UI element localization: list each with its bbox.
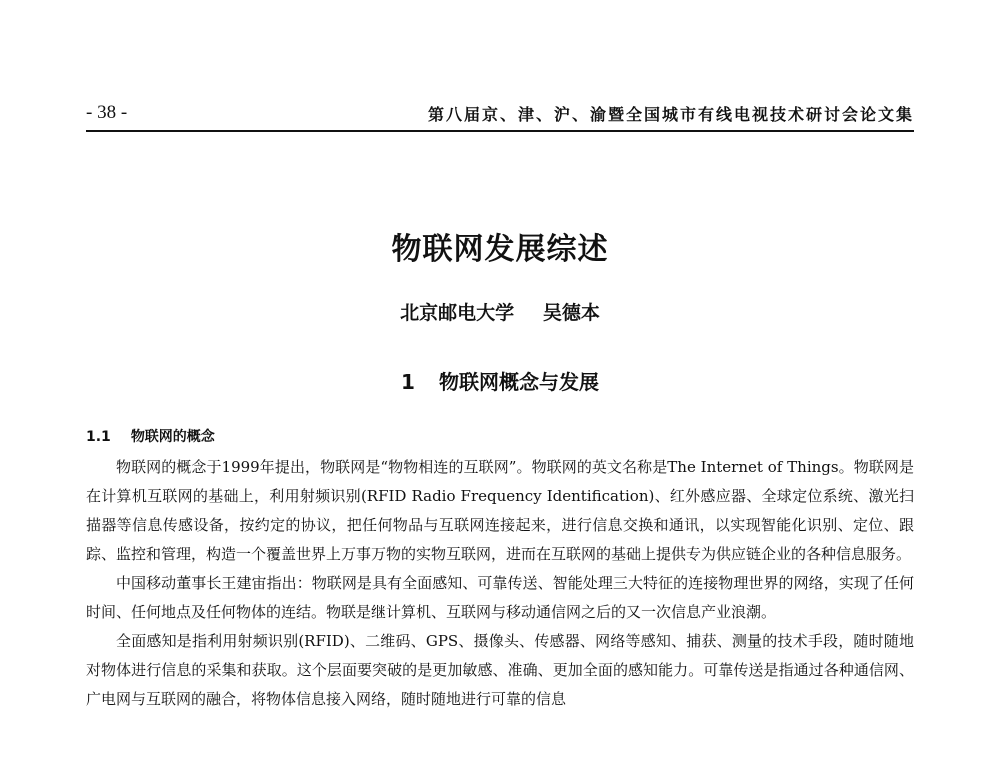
running-header [86,100,914,132]
paper-title: 物联网发展综述 [391,232,609,267]
subsection-number: 1.1 [86,429,111,445]
author-affiliation: 北京邮电大学 [400,302,515,324]
section-number: 1 [401,370,415,394]
subsection-title: 物联网的概念 [130,429,215,445]
body-text [86,453,914,714]
running-title: 第八届京、津、沪、渝暨全国城市有线电视技术研讨会论文集 [427,105,914,124]
page-number: - 38 - [86,102,128,123]
subsection-heading [86,426,215,446]
section-heading [0,366,1000,395]
author-line [0,298,1000,325]
paragraph: 物联网的概念于1999年提出，物联网是“物物相连的互联网”。物联网的英文名称是The Internet of Things。物联网是在计算机互联网的基础上，利用射频识别(RFID Radio Frequency Identification)、红外感应器、全球定位系统、激光扫描器等信息传感设备，按约定的协议，把任何物品与互联网连接起来，进行信息交换和通讯，以实现智能化识别、定位、跟踪、监控和管理，构造一个覆盖世界上万事万物的实物互联网，进而在互联网的基础上提供专为供应链企业的各种信息服务。 [86,458,914,563]
paragraph: 中国移动董事长王建宙指出：物联网是具有全面感知、可靠传送、智能处理三大特征的连接物理世界的网络，实现了任何时间、任何地点及任何物体的连结。物联是继计算机、互联网与移动通信网之后的又一次信息产业浪潮。 [86,574,914,621]
section-title: 物联网概念与发展 [438,370,599,394]
author-name: 吴德本 [542,302,600,324]
paragraph: 全面感知是指利用射频识别(RFID)、二维码、GPS、摄像头、传感器、网络等感知、捕获、测量的技术手段，随时随地对物体进行信息的采集和获取。这个层面要突破的是更加敏感、准确、更加全面的感知能力。可靠传送是指通过各种通信网、广电网与互联网的融合，将物体信息接入网络，随时随地进行可靠的信息 [86,632,914,708]
